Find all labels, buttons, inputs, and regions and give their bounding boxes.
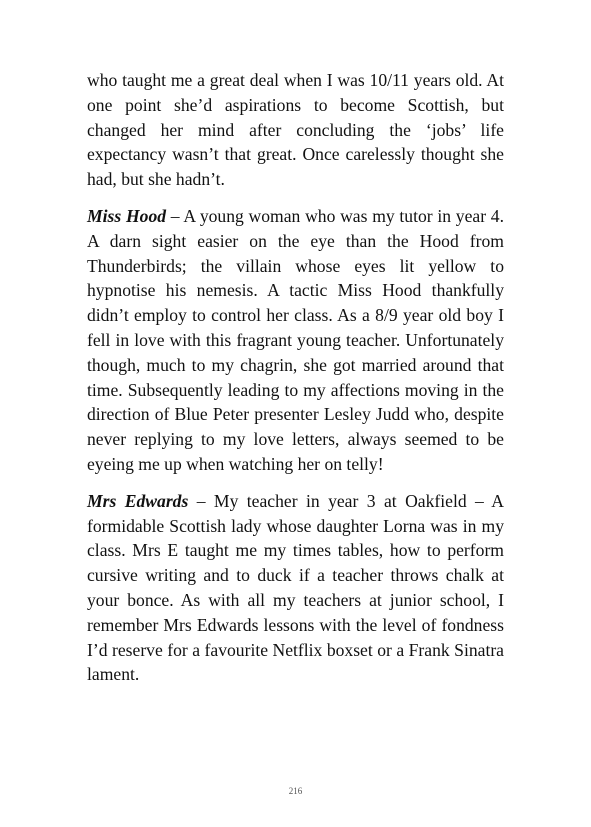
paragraph-text: who taught me a great deal when I was 10/11 years old. At one point she’d aspirations to become Scottish, but changed her mind after concluding the ‘jobs’ life expectancy wasn’t that great. Once carelessly thought she had, but she hadn’t. [87,70,504,190]
paragraph-miss-hood [87,204,504,477]
paragraph-text: – My teacher in year 3 at Oakfield – A formidable Scottish lady whose daughter Lorna was in my class. Mrs E taught me my times tables, how to perform cursive writing and to duck if a teacher throws chalk at your bonce. As with all my teachers at junior school, I remember Mrs Edwards lessons with the level of fondness I’d reserve for a favourite Netflix boxset or a Frank Sinatra lament. [87,490,504,685]
teacher-name: Miss Hood [87,205,167,226]
teacher-name: Mrs Edwards [87,490,189,511]
paragraph-continuation [87,68,504,192]
paragraph-text: – A young woman who was my tutor in year 4. A darn sight easier on the eye than the Hood from Thunderbirds; the villain whose eyes lit yellow to hypnotise his nemesis. A tactic Miss Hood thankfully didn’t employ to control her class. As a 8/9 year old boy I fell in love with this fragrant young teacher. Unfortunately though, much to my chagrin, she got married around that time. Subsequently leading to my affections moving in the direction of Blue Peter presenter Lesley Judd who, despite never replying to my love letters, always seemed to be eyeing me up when watching her on telly! [87,205,505,474]
page-number: 216 [288,786,303,796]
paragraph-mrs-edwards [87,489,504,687]
body-text [87,68,504,687]
